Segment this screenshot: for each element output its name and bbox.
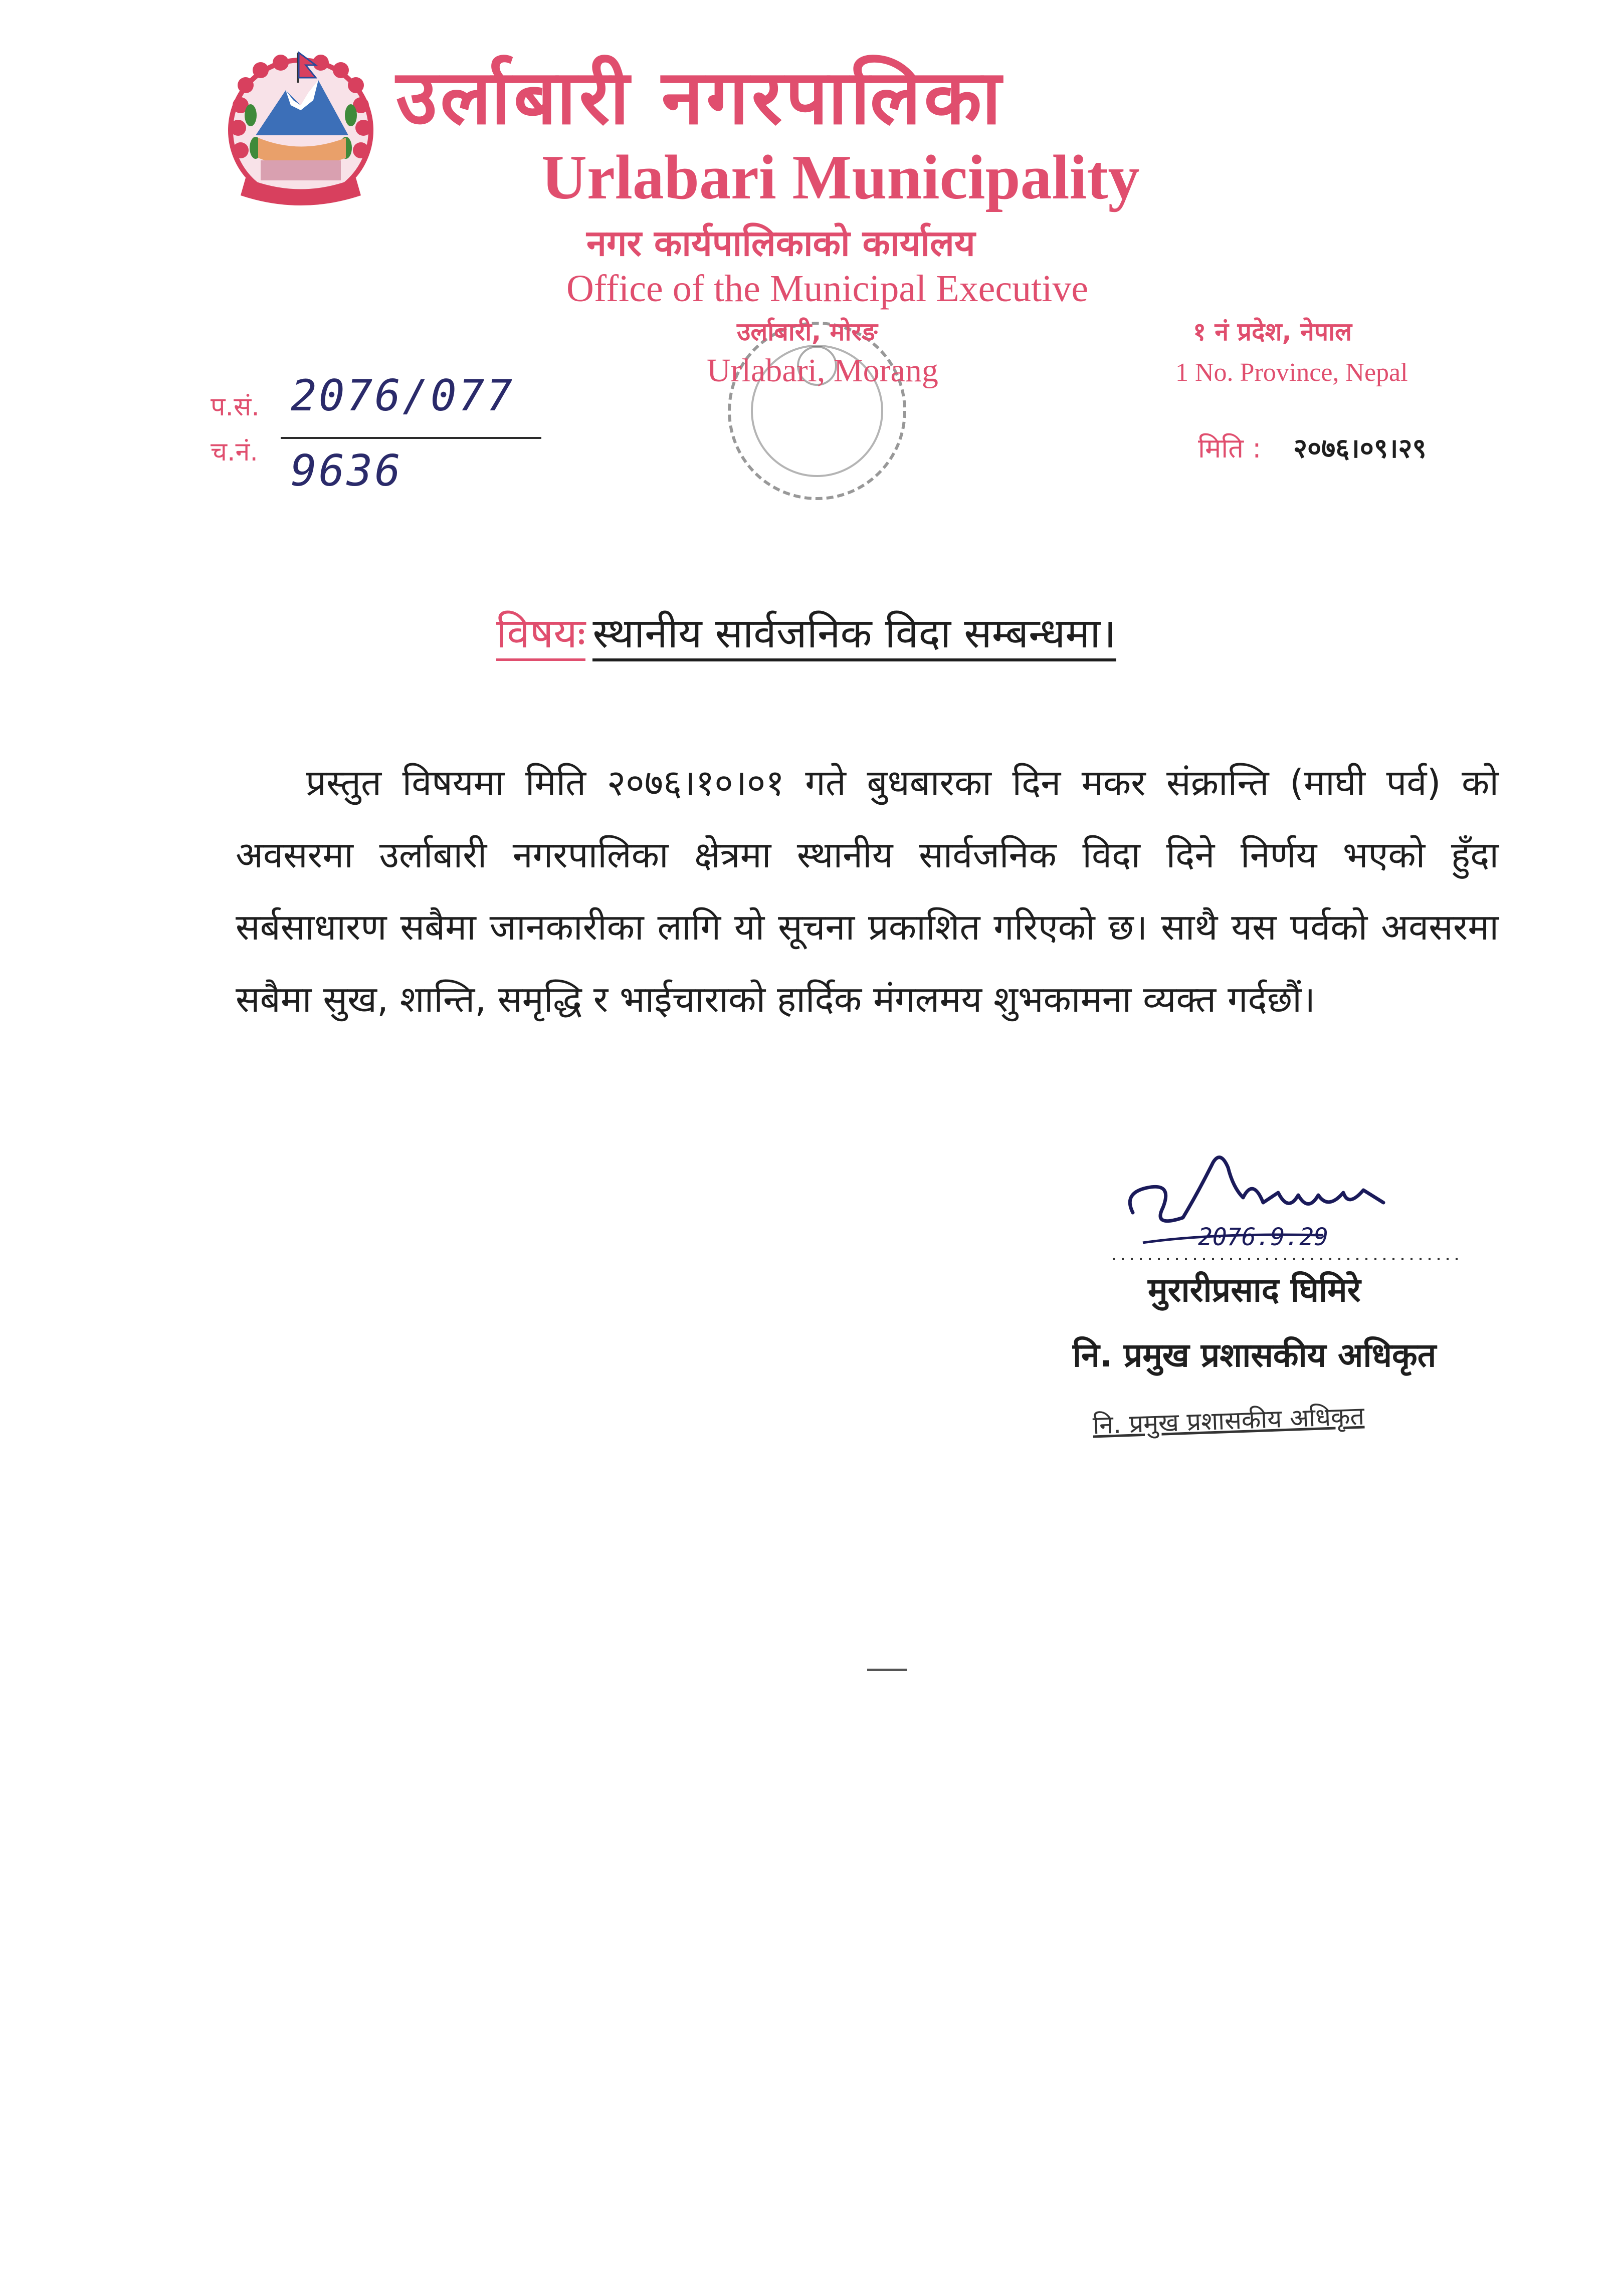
address-nepali: उर्लाबारी, मोरङ	[737, 317, 878, 346]
province-english: 1 No. Province, Nepal	[1175, 358, 1408, 387]
designation-stamp-text: नि. प्रमुख प्रशासकीय अधिकृत	[1092, 1401, 1365, 1440]
org-name-english: Urlabari Municipality	[541, 143, 1140, 212]
chalani-number-label: च.नं.	[211, 437, 258, 467]
province-nepali: १ नं प्रदेश, नेपाल	[1193, 317, 1352, 346]
org-name-nepali: उर्लाबारी नगरपालिका	[396, 54, 1004, 141]
office-name-english: Office of the Municipal Executive	[566, 268, 1089, 310]
subject-label: विषयः	[496, 610, 585, 661]
reference-underline	[281, 437, 541, 439]
address-english: Urlabari, Morang	[707, 352, 938, 389]
subject-text: स्थानीय सार्वजनिक विदा सम्बन्धमा।	[592, 610, 1116, 661]
chalani-number-value: 9636	[291, 446, 403, 496]
svg-text:2076.9.29: 2076.9.29	[1198, 1223, 1329, 1251]
signatory-name: मुरारीप्रसाद घिमिरे	[1148, 1271, 1361, 1309]
date-value: २०७६।०९।२९	[1293, 432, 1427, 464]
nepal-emblem-icon	[211, 50, 391, 215]
body-paragraph: प्रस्तुत विषयमा मिति २०७६।१०।०१ गते बुधबारका दिन मकर संक्रान्ति (माघी पर्व) को अवसरमा उर्लाबारी नगरपालिका क्षेत्रमा स्थानीय सार्वजनिक विदा दिने निर्णय भएको हुँदा सर्बसाधारण सबैमा जानकारीका लागि यो सूचना प्रकाशित गरिएको छ। साथै यस पर्वको अवसरमा सबैमा सुख, शान्ति, समृद्धि र भाईचाराको हार्दिक मंगलमय शुभकामना व्यक्त गर्दछौं।	[236, 762, 1499, 1020]
patra-sankhya-label: प.सं.	[211, 392, 260, 422]
scan-mark	[867, 1669, 907, 1671]
office-name-nepali: नगर कार्यपालिकाको कार्यालय	[586, 222, 975, 264]
designation-stamp	[1092, 1399, 1365, 1443]
date-label: मिति :	[1198, 432, 1262, 464]
signatory-title: नि. प्रमुख प्रशासकीय अधिकृत	[1073, 1336, 1437, 1374]
patra-sankhya-value: 2076/077	[291, 371, 515, 421]
handwritten-signature	[1113, 1147, 1464, 1268]
subject-line	[496, 606, 1116, 661]
